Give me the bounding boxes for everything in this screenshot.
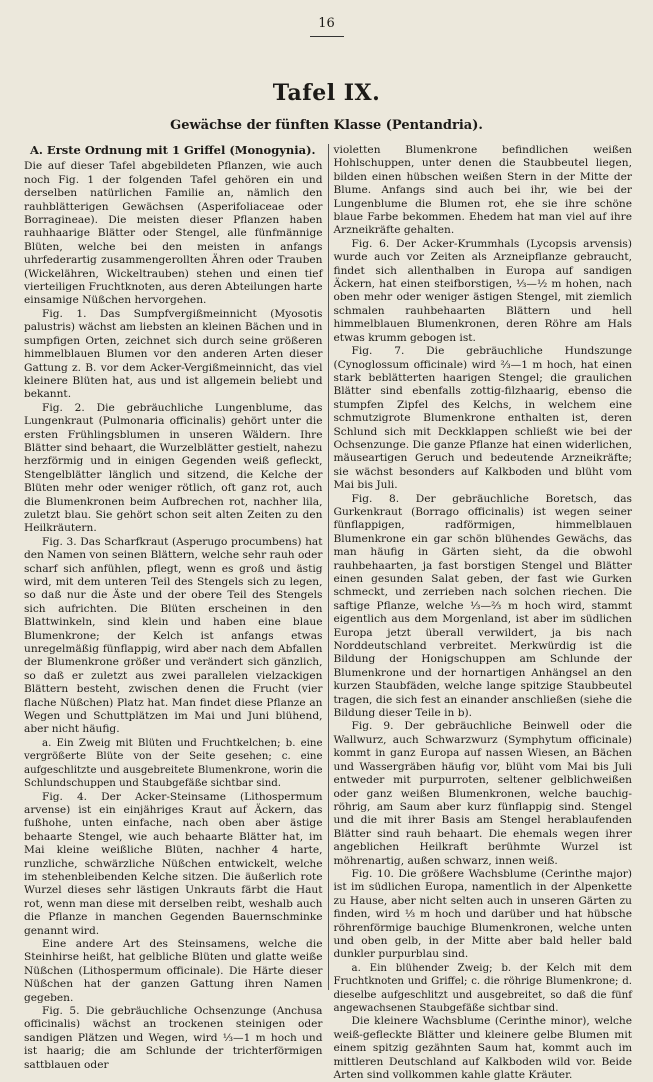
fig-7-paragraph: Fig. 7. Die gebräuchliche Hundszunge (Cynoglossum officinale) wird ⅔—1 m hoch, hat einen stark beblätterten haarigen Stengel; die graulichen Blätter sind ebenfalls zottig-filzhaarig, ebenso die stumpfen Zipfel des Kelchs, in welchem eine schmutzigrote Blumenkrone enthalten ist, deren Schlund sich mit Deckklappen schließt wie bei der Ochsenzunge. Die ganze Pflanze hat einen widerlichen, mäuseartigen Geruch und bedeutende Arzneikräfte; sie wächst besonders auf Kalkboden und blüht vom Mai bis Juli. (333, 345, 632, 492)
class-title: Gewächse der fünften Klasse (Pentandria). (170, 118, 483, 133)
steinhirse-paragraph: Eine andere Art des Steinsamens, welche die Steinhirse heißt, hat gelbliche Blüten und glatte weiße Nüßchen (Lithospermum officinale). Die Härte dieser Nüßchen hat der ganzen Gattung ihren Namen gegeben. (24, 937, 323, 1004)
page-number: 16 (318, 16, 335, 31)
fig-1-paragraph: Fig. 1. Das Sumpfvergißmeinnicht (Myosotis palustris) wächst am liebsten an kleinen Bächen und in sumpfigen Orten, zeichnet sich durch seine größeren himmelblauen Blumen vor den anderen Arten dieser Gattung z. B. vor dem Acker-Vergißmeinnicht, das viel kleinere Blüten hat, aus und ist allgemein beliebt und bekannt. (24, 307, 323, 401)
fig-5-paragraph: Fig. 5. Die gebräuchliche Ochsenzunge (Anchusa officinalis) wächst an trockenen steinigen oder sandigen Plätzen und Wegen, wird ⅓—1 m hoch und ist haarig; die am Schlunde der trichterförmigen sattblauen oder (24, 1005, 323, 1071)
fig-4-paragraph: Fig. 4. Der Acker-Steinsame (Lithospermum arvense) ist ein einjähriges Kraut auf Äckern, das fußhohe, unten einfache, nach oben aber ästige behaarte Stengel, wie auch behaarte Blätter hat, im Mai kleine weißliche Blüten, nachher 4 harte, runzliche, schwärzliche Nüßchen entwickelt, welche im stehenbleibenden Kelche sitzen. Die äußerlich rote Wurzel dieses sehr lästigen Unkrauts färbt die Haut rot, wenn man diese mit derselben reibt, weshalb auch die Pflanze in manchen Gegenden Bauernschminke genannt wird. (24, 790, 323, 937)
fig-10-legend: a. Ein blühender Zweig; b. der Kelch mit dem Fruchtknoten und Griffel; c. die röhrige Blumenkrone; d. dieselbe aufgeschlitzt und ausgebreitet, so daß die fünf angewachsenen Staubgefäße sichtbar sind. (333, 962, 632, 1014)
fig-8-paragraph: Fig. 8. Der gebräuchliche Boretsch, das Gurkenkraut (Borrago officinalis) ist wegen seiner fünflappigen, radförmigen, himmelblauen Blumenkrone ein gar schön blühendes Gewächs, das man häufig in Gärten sieht, da die obwohl rauhbehaarten, ja fast borstigen Stengel und Blätter einen gesunden Salat geben, der fast wie Gurken schmeckt, und zerrieben nach solchen riechen. Die saftige Pflanze, welche ⅓—⅔ m hoch wird, stammt eigentlich aus dem Morgenland, ist aber im südlichen Europa jetzt überall verwildert, ja bis nach Norddeutschland verbreitet. Merkwürdig ist die Bildung der Honigschuppen am Schlunde der Blumenkrone und der hornartigen Anhängsel an den kurzen Staubfäden, welche lange spitzige Staubbeutel tragen, die sich fest an einander anschließen (siehe die Bildung dieser Teile in b). (333, 492, 632, 720)
left-column (24, 143, 328, 1071)
fig-6-paragraph: Fig. 6. Der Acker-Krummhals (Lycopsis arvensis) wurde auch vor Zeiten als Arzneipflanze gebraucht, findet sich allenthalben in Europa auf sandigen Äckern, hat einen steifborstigen, ⅓—½ m hohen, nach oben mehr oder weniger ästigen Stengel, mit ziemlich schmalen rauhbehaarten Blättern und hell himmelblauen Blumenkronen, deren Röhre am Hals etwas krumm gebogen ist. (333, 237, 632, 344)
plate-title: Tafel IX. (272, 80, 381, 106)
cerinthe-minor-paragraph: Die kleinere Wachsblume (Cerinthe minor), welche weiß-gefleckte Blätter und kleinere gelbe Blumen mit einem spitzig gezähnten Saum hat, kommt auch im mittleren Deutschland auf Kalkboden wild vor. Beide Arten sind vollkommen kahle glatte Kräuter. (333, 1015, 632, 1082)
fig-2-paragraph: Fig. 2. Die gebräuchliche Lungenblume, das Lungenkraut (Pulmonaria officinalis) gehört unter die ersten Frühlingsblumen in unseren Wäldern. Ihre Blätter sind behaart, die Wurzelblätter gestielt, nahezu herzförmig und in einigen Gegenden weiß gefleckt, Stengelblätter länglich und sitzend, die Kelche der Blüten mehr oder weniger rötlich, oft ganz rot, auch die Blumenkronen beim Aufbrechen rot, nachher lila, zuletzt blau. Sie gehört schon seit alten Zeiten zu den Heilkräutern. (24, 401, 323, 535)
fig-9-paragraph: Fig. 9. Der gebräuchliche Beinwell oder die Wallwurz, auch Schwarzwurz (Symphytum officinale) kommt in ganz Europa auf nassen Wiesen, an Bächen und Wassergräben häufig vor, blüht vom Mai bis Juli entweder mit purpurroten, seltener gelblichweißen oder ganz weißen Blumenkronen, welche bauchig-röhrig, am Saum aber kurz fünflappig sind. Stengel und die mit ihrer Basis am Stengel herablaufenden Blätter sind rauh behaart. Die ehemals wegen ihrer angeblichen Heilkraft berühmte Wurzel ist möhrenartig, außen schwarz, innen weiß. (333, 720, 632, 867)
order-heading: A. Erste Ordnung mit 1 Griffel (Monogynia). (30, 143, 316, 157)
fig-10-paragraph: Fig. 10. Die größere Wachsblume (Cerinthe major) ist im südlichen Europa, namentlich in der Alpenkette zu Hause, aber nicht selten auch in unseren Gärten zu finden, wird ⅓ m hoch und darüber und hat hübsche röhrenförmige bauchige Blumenkronen, welche unten und oben gelb, in der Mitte aber bald heller bald dunkler purpurblau sind. (333, 867, 632, 961)
fig-3-paragraph: Fig. 3. Das Scharfkraut (Asperugo procumbens) hat den Namen von seinen Blättern, welche sehr rauh oder scharf sich anfühlen, pflegt, wenn es groß und ästig wird, mit dem unteren Teil des Stengels sich zu legen, so daß nur die Äste und der obere Teil des Stengels sich aufrichten. Die Blüten erscheinen in den Blattwinkeln, sind klein und haben eine blaue Blumenkrone; der Kelch ist anfangs etwas unregelmäßig fünflappig, wird aber nach dem Abfallen der Blumenkrone größer und verändert sich gänzlich, so daß er zuletzt aus zwei parallelen vielzackigen Blättern besteht, zwischen denen die Frucht (vier flache Nüßchen) Platz hat. Man findet diese Pflanze an Wegen und Schuttplätzen im Mai und Juni blühend, aber nicht häufig. (24, 535, 323, 736)
text-columns (24, 143, 632, 1082)
page-number-rule (310, 36, 344, 37)
fig-5-continued: violetten Blumenkrone befindlichen weißen Hohlschuppen, unter denen die Staubbeutel liegen, bilden einen hübschen weißen Stern in der Mitte der Blume. Anfangs sind auch bei ihr, wie bei der Lungenblume die Blumen rot, ehe sie ihre schöne blaue Farbe bekommen. Ehedem hat man viel auf ihre Arzneikräfte gehalten. (333, 144, 632, 237)
right-column (329, 144, 633, 1082)
intro-paragraph: Die auf dieser Tafel abgebildeten Pflanzen, wie auch noch Fig. 1 der folgenden Tafel gehören ein und derselben natürlichen Familie an, nämlich den rauhblätterigen Gewächsen (Asperifoliaceae oder Borragineae). Die meisten dieser Pflanzen haben rauhhaarige Blätter oder Stengel, alle fünfmännige Blüten, welche bei den meisten in anfangs uhrfederartig zusammengerollten Ähren oder Trauben (Wickelähren, Wickeltrauben) stehen und einen tief vierteiligen Fruchtknoten, aus deren Abteilungen harte einsamige Nüßchen hervorgehen. (24, 160, 323, 307)
fig-3-legend: a. Ein Zweig mit Blüten und Fruchtkelchen; b. eine vergrößerte Blüte von der Seite gesehen; c. eine aufgeschlitzte und ausgebreitete Blumenkrone, worin die Schlundschuppen und Staubgefäße sichtbar sind. (24, 737, 323, 790)
